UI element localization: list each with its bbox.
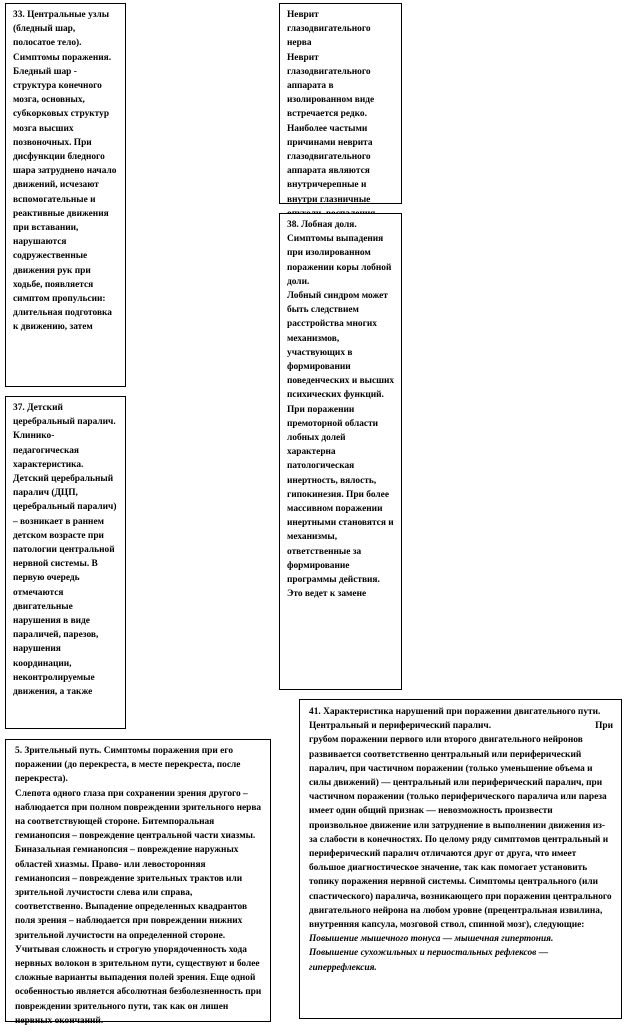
card-33-central-nodes: [5, 3, 126, 387]
card-heading: 37. Детский церебральный паралич. Клинико-педагогическая характеристика.: [13, 403, 116, 470]
card-lead-word: При: [595, 721, 613, 732]
card-neuritis: [279, 3, 402, 204]
card-heading: [309, 705, 613, 733]
card-38-frontal-lobe: [279, 213, 402, 690]
card-text: Бледный шар - структура конечного мозга, основных, субкорковых структур мозга высших позвоночных. При дисфункции бледного шара затруднено начало движений, исчезают вспомогательные и реактивные движения при вставании, нарушаются содружественные движения рук при ходьбе, появляется симптом пропульсии: длительная подготовка к движению, затем: [13, 66, 117, 333]
card-list-item: Повышение мышечного тонуса — мышечная гипертония.: [309, 934, 554, 945]
card-list-item: Повышение сухожильных и периостальных рефлексов — гиперрефлексия.: [309, 948, 549, 973]
card-heading: 33. Центральные узлы (бледный шар, полосатое тело). Симптомы поражения.: [13, 10, 112, 63]
card-37-cerebral-palsy: [5, 396, 126, 729]
card-heading: 38. Лобная доля. Симптомы выпадения при изолированном поражении коры лобной доли.: [287, 220, 392, 287]
card-41-motor-pathway: [299, 699, 622, 1019]
card-text: Детский церебральный паралич (ДЦП, церебральный паралич) – возникает в раннем детском возрасте при патологии центральной нервной системы. В первую очередь отмечаются двигательные нарушения в виде параличей, парезов, нарушения координации, неконтролируемые движения, а также: [13, 474, 117, 698]
card-heading: 5. Зрительный путь. Симптомы поражения при его поражении (до перекреста, в месте перекреста, после перекреста).: [15, 746, 241, 785]
card-text: Лобный синдром может быть следствием расстройства многих механизмов, участвующих в формировании поведенческих и высших психических функций. При поражении премоторной области лобных долей характерна патологическая инертность, вялость, гипокинезия. При более массивном поражении инертными становятся и механизмы, ответственные за формирование программы действия. Это ведет к замене: [287, 291, 395, 600]
card-text: Слепота одного глаза при сохранении зрения другого – наблюдается при полном повреждении зрительного нерва на соответствующей стороне. Битемпоральная гемианопсия – повреждение центральной части хиазмы. Биназальная гемианопсия – повреждение наружных областей хиазмы. Право- или левосторонняя гемианопсия – повреждение зрительных трактов или зрительной лучистости слева или справа, соответственно. Выпадение определенных квадрантов поля зрения – наблюдается при повреждении нижних зрительной лучистости на определенной стороне. Учитывая сложность и строгую упорядоченность хода нервных волокон в зрительном пути, существуют и более сложные варианты выпадения полей зрения. Еще одной особенностью является абсолютная безболезненность при повреждении зрительного пути, так как он лишен нервных окончаний.: [15, 788, 262, 1026]
card-5-visual-pathway: [5, 739, 271, 1026]
card-heading: Неврит глазодвигательного нерва: [287, 10, 371, 49]
card-heading-text: 41. Характеристика нарушений при поражении двигательного пути. Центральный и периферический паралич.: [309, 707, 601, 732]
card-text: грубом поражении первого или второго двигательного нейронов развивается соответственно центральный или периферический паралич, при частичном поражении (только уменьшение объема и силы движений) — центральный или периферический паралич, при частичном поражении (только периферического паралича или пареза имеет один общий признак — невозможность произвести произвольное движение или затруднение в выполнении движения из-за слабости в конечностях. По целому ряду симптомов центральный и периферический паралич отличаются друг от друга, что имеет большое диагностическое значение, так как помогает установить топику поражения нервной системы. Симптомы центрального (или спастического) паралича, возникающего при поражении центрального двигательного нейрона на любом уровне (прецентральная извилина, внутренняя капсула, мозговой ствол, спинной мозг), следующие:: [309, 735, 612, 931]
card-text: Неврит глазодвигательного аппарата в изолированном виде встречается редко. Наиболее частыми причинами неврита глазодвигательного аппарата являются внутричерепные и внутри глазничные: [287, 52, 375, 205]
